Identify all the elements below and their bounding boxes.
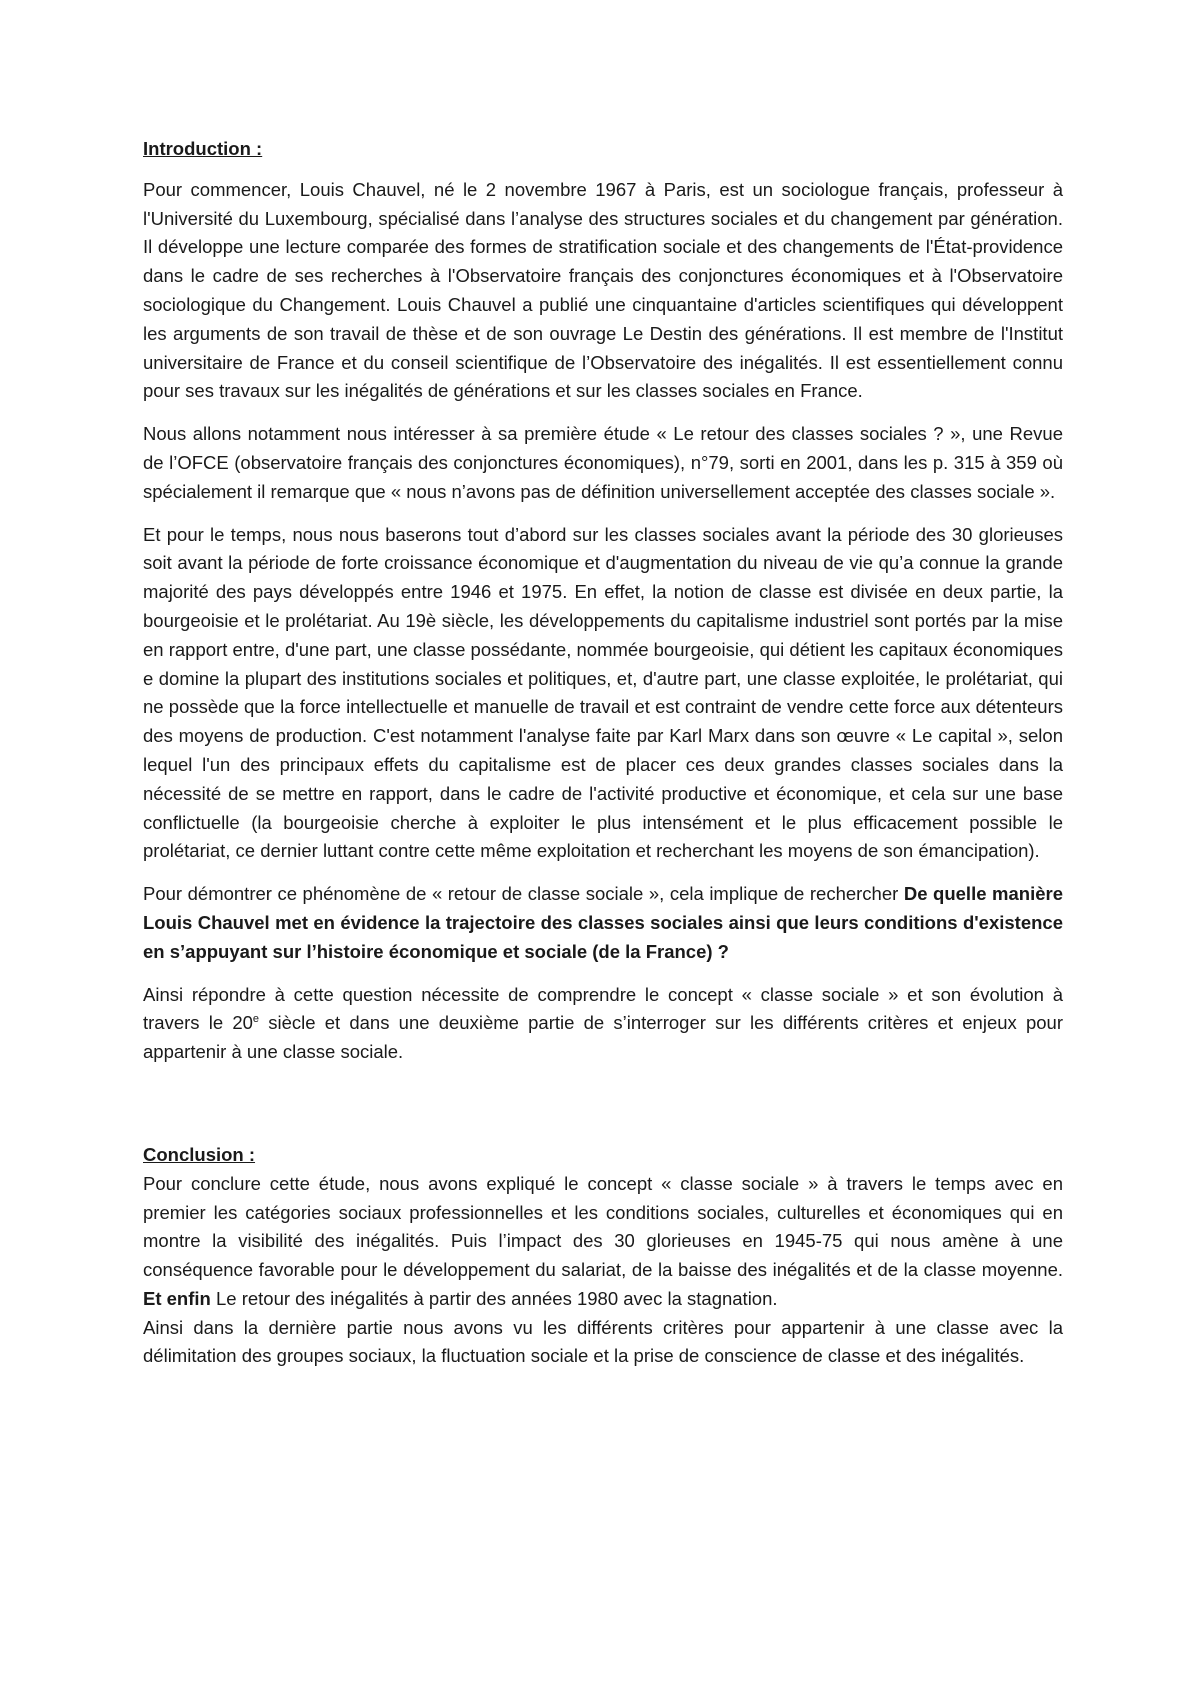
- introduction-heading: Introduction :: [143, 138, 263, 159]
- conclusion-paragraph-1-text: Pour conclure cette étude, nous avons expliqué le concept « classe sociale » à travers le temps avec en premier les catégories sociaux professionnelles et les conditions sociales, culturelles et économiques qui en montre la visibilité des inégalités. Puis l’impact des 30 glorieuses en 1945-75 qui nous amène à une conséquence favorable pour le développement du salariat, de la baisse des inégalités et de la classe moyenne.: [143, 1172, 1063, 1281]
- intro-paragraph-4-text: Pour démontrer ce phénomène de « retour de classe sociale », cela implique de rechercher: [143, 883, 904, 905]
- century-superscript: e: [252, 1013, 260, 1026]
- conclusion-paragraph-2: Ainsi dans la dernière partie nous avons vu les différents critères pour appartenir à une classe avec la délimitation des groupes sociaux, la fluctuation sociale et la prise de conscience de classe et des inégalités.: [143, 1316, 1063, 1367]
- intro-paragraph-5-text: Ainsi répondre à cette question nécessite de comprendre le concept « classe sociale » et son évolution à travers le 20: [143, 983, 1063, 1034]
- intro-paragraph-5: [143, 981, 1063, 1067]
- conclusion-heading: Conclusion :: [143, 1143, 256, 1165]
- conclusion-section: [143, 1141, 1063, 1371]
- research-question: De quelle manière Louis Chauvel met en évidence la trajectoire des classes sociales ainsi que leurs conditions d'existence en s’appuyant sur l’histoire économique et sociale (de la France) ?: [143, 883, 1063, 962]
- section-spacer: [143, 1081, 1063, 1141]
- intro-paragraph-3: Et pour le temps, nous nous baserons tout d’abord sur les classes sociales avant la période des 30 glorieuses soit avant la période de forte croissance économique et d'augmentation du niveau de vie qu’a connue la grande majorité des pays développés entre 1946 et 1975. En effet, la notion de classe est divisée en deux partie, la bourgeoisie et le prolétariat. Au 19è siècle, les développements du capitalisme industriel sont portés par la mise en rapport entre, d'une part, une classe possédante, nommée bourgeoisie, qui détient les capitaux économiques e domine la plupart des institutions sociales et politiques, et, d'autre part, une classe exploitée, le prolétariat, qui ne possède que la force intellectuelle et manuelle de travail et est contraint de vendre cette force aux détenteurs des moyens de production. C'est notamment l'analyse faite par Karl Marx dans son œuvre « Le capital », selon lequel l'un des principaux effets du capitalisme est de placer ces deux grandes classes sociales dans la nécessité de se mettre en rapport, dans le cadre de l'activité productive et économique, et cela sur une base conflictuelle (la bourgeoisie cherche à exploiter le plus intensément et le plus efficacement possible le prolétariat, ce dernier luttant contre cette même exploitation et recherchant les moyens de son émancipation).: [143, 523, 1063, 862]
- intro-paragraph-2: Nous allons notamment nous intéresser à sa première étude « Le retour des classes sociales ? », une Revue de l’OFCE (observatoire français des conjonctures économiques), n°79, sorti en 2001, dans les p. 315 à 359 où spécialement il remarque que « nous n’avons pas de définition universellement acceptée des classes sociale ».: [143, 423, 1063, 502]
- intro-paragraph-4: [143, 880, 1063, 966]
- intro-paragraph-1: Pour commencer, Louis Chauvel, né le 2 novembre 1967 à Paris, est un sociologue français, professeur à l'Université du Luxembourg, spécialisé dans l’analyse des structures sociales et du changement par génération. Il développe une lecture comparée des formes de stratification sociale et des changements de l'État-providence dans le cadre de ses recherches à l'Observatoire français des conjonctures économiques et à l'Observatoire sociologique du Changement. Louis Chauvel a publié une cinquantaine d'articles scientifiques qui développent les arguments de son travail de thèse et de son ouvrage Le Destin des générations. Il est membre de l'Institut universitaire de France et du conseil scientifique de l’Observatoire des inégalités. Il est essentiellement connu pour ses travaux sur les inégalités de générations et sur les classes sociales en France.: [143, 178, 1063, 402]
- conclusion-paragraph-1: [143, 1170, 1063, 1314]
- intro-paragraph-5-end: siècle et dans une deuxième partie de s’interroger sur les différents critères et enjeux pour appartenir à une classe sociale.: [143, 1012, 1063, 1063]
- conclusion-paragraph-1-end: Le retour des inégalités à partir des années 1980 avec la stagnation.: [210, 1287, 778, 1309]
- conclusion-emphasis: Et enfin: [143, 1287, 211, 1309]
- document-page: [143, 135, 1063, 1371]
